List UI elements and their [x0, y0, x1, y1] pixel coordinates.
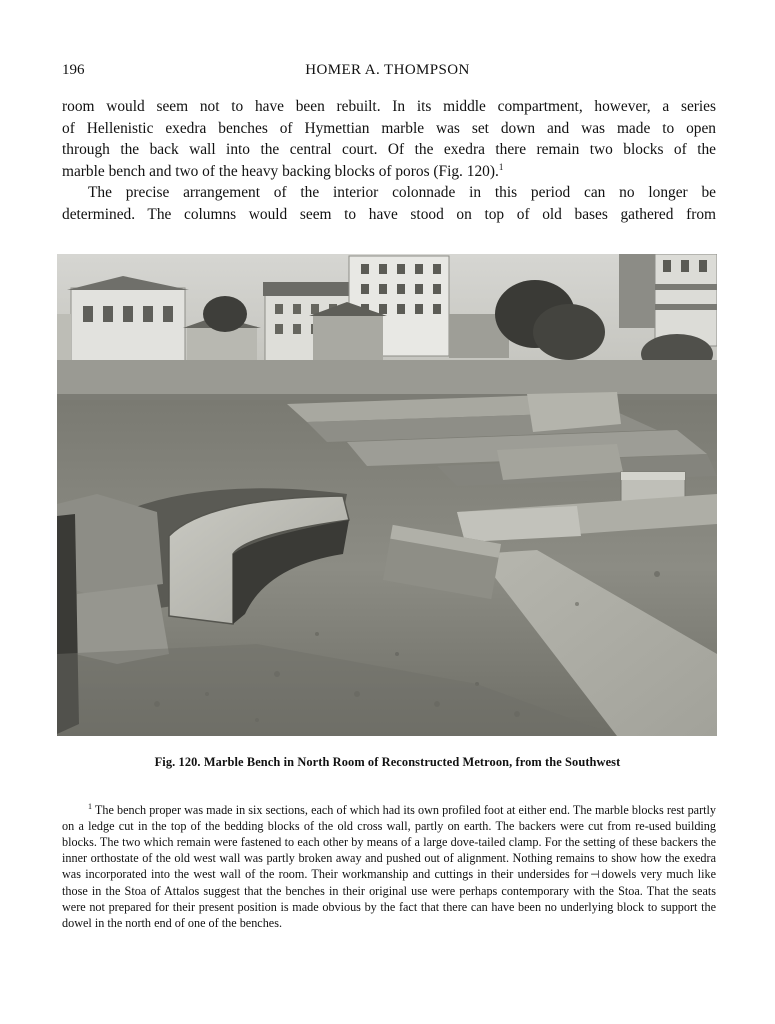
- body-line: room would seem not to have been rebuilt. In its middle compartment, however, a series: [62, 98, 716, 115]
- footnote-paragraph: [62, 802, 716, 931]
- footnote-text-part2: dowels very much like those in the Stoa of Attalos suggest that the benches in their original use were perhaps contemporary with the Stoa. That the seats were not prepared for their present position is made obvious by the fact that there can have been no underlying block to support the dowel in the north end of one of the benches.: [62, 867, 716, 930]
- footnote-marker: 1: [88, 801, 92, 811]
- footnote: [62, 802, 716, 931]
- figure-photograph: [57, 254, 717, 736]
- body-line: of Hellenistic exedra benches of Hymettian marble was set down and was made to open: [62, 119, 716, 137]
- dowel-symbol: ⊣: [590, 868, 600, 881]
- page-number: 196: [62, 62, 85, 78]
- body-line: determined. The columns would seem to have stood on top of old bases gathered from: [62, 205, 716, 223]
- footnote-reference: 1: [498, 161, 504, 172]
- body-line: [62, 161, 716, 183]
- body-line: The precise arrangement of the interior colonnade in this period can no longer be: [88, 184, 716, 202]
- body-line-text: marble bench and two of the heavy backing blocks of poros (Fig. 120).: [62, 162, 499, 180]
- running-head: HOMER A. THOMPSON: [305, 62, 470, 78]
- body-text: [62, 96, 716, 226]
- photo-illustration: [57, 254, 717, 736]
- figure-caption: Fig. 120. Marble Bench in North Room of Reconstructed Metroon, from the Southwest: [154, 755, 621, 769]
- footnote-text-part1: The bench proper was made in six sections, each of which had its own profiled foot at either end. The marble blocks rest partly on a ledge cut in the top of the bedding blocks of the old cross wall, partly on earth. The backers were cut from re-used building blocks. The two which remain were fastened to each other by means of a large dove-tailed clamp. For the setting of these backers the inner orthostate of the old west wall was partly broken away and pushed out of alignment. Nothing remains to show how the exedra was incorporated into the west wall of the room. Their workmanship and cuttings in their undersides for: [62, 803, 716, 881]
- body-line: through the back wall into the central court. Of the exedra there remain two blocks of the: [62, 141, 716, 159]
